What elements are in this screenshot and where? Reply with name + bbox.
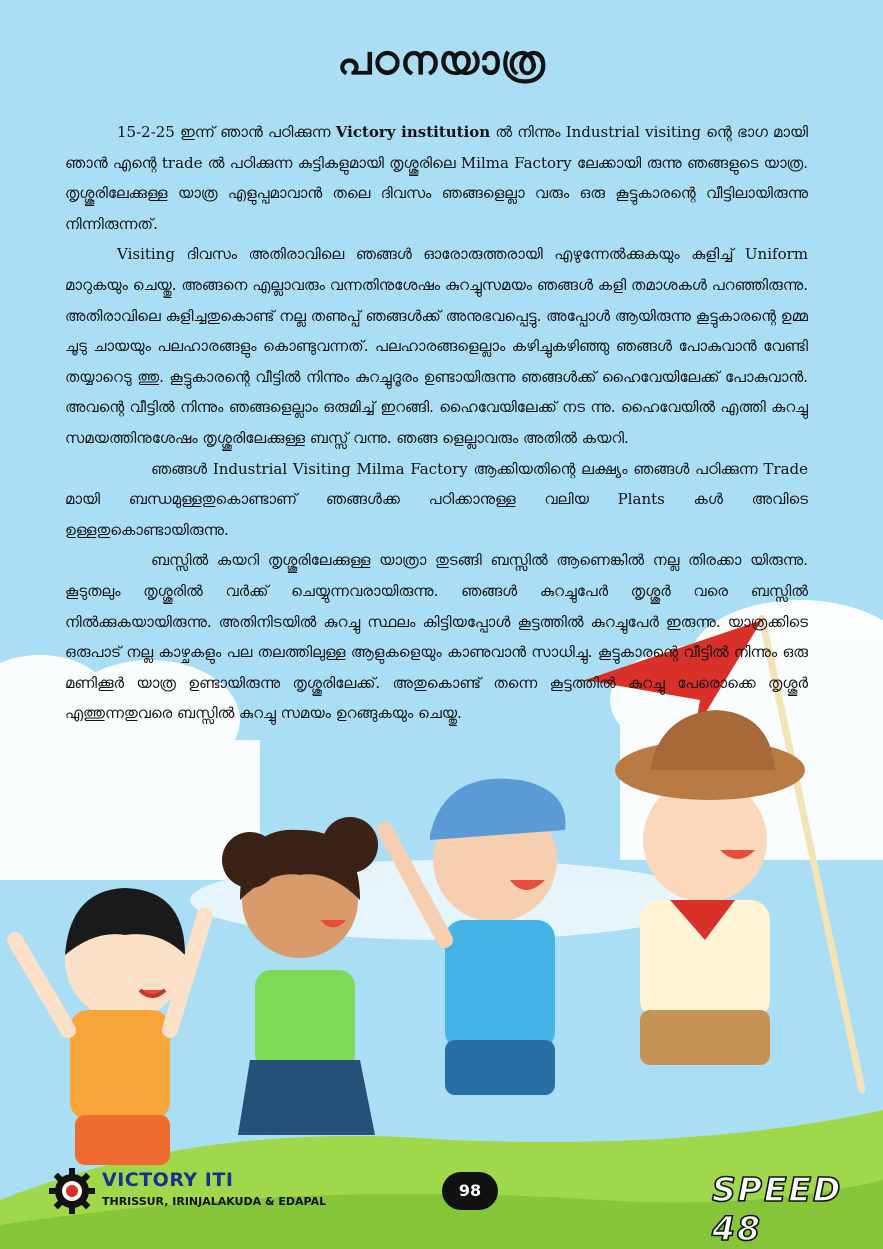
paragraph-1	[65, 117, 808, 239]
institution-name: Victory institution	[335, 123, 491, 141]
article-body	[65, 117, 808, 729]
magazine-name: SPEED 48	[712, 1170, 843, 1248]
page-number: 98	[442, 1172, 498, 1210]
kid-2	[222, 817, 378, 1135]
page-title: പഠനയാത്ര	[337, 38, 546, 84]
kid-1	[15, 888, 205, 1165]
paragraph-4: ബസ്സിൽ കയറി തൃശ്ശൂരിലേക്കുള്ള യാത്രാ തുടങ്ങി ബസ്സിൽ ആണെങ്കിൽ നല്ല തിരക്കാ യിരുന്നു. കൂടുതലും തൃശ്ശൂരിൽ വർക്ക് ചെയ്യുന്നവരായിരുന്നു. ഞങ്ങൾ കുറച്ചുപേർ തൃശ്ശൂർ വരെ ബസ്സിൽ നിൽക്കുകയായിരുന്നു. അതിനിടയിൽ കുറച്ചു സ്ഥലം കിട്ടിയപ്പോൾ കൂട്ടത്തിൽ കുറച്ചുപേർ ഇരുന്നു. യാത്രക്കിടെ ഒരുപാട് നല്ല കാഴ്ചകളും പല തലത്തിലുള്ള ആളുകളെയും കാണുവാൻ സാധിച്ചു. കൂട്ടുകാരന്റെ വീട്ടിൽ നിന്നും ഒരു മണിക്കൂർ യാത്ര ഉണ്ടായിരുന്നു തൃശ്ശൂരിലേക്ക്. അതുകൊണ്ട് തന്നെ കൂട്ടത്തിൽ കുറച്ചു പേരൊക്കെ തൃശ്ശൂർ എത്തുന്നതുവരെ ബസ്സിൽ കുറച്ചു സമയം ഉറങ്ങുകയും ചെയ്തു.	[65, 551, 808, 723]
paragraph-1-rest: ൽ നിന്നും Industrial visiting ന്റെ ഭാഗ മായി ഞാൻ എന്റെ trade ൽ പഠിക്കുന്ന കുട്ടികളുമായി തൃശ്ശൂരിലെ Milma Factory ലേക്കായി രുന്നു ഞങ്ങളുടെ യാത്ര. തൃശ്ശൂരിലേക്കുള്ള യാത്ര എളുപ്പമാവാൻ തലെ ദിവസം ഞങ്ങളെല്ലാ വരും ഒരു കൂട്ടുകാരന്റെ വീട്ടിലായിരുന്നു നിന്നിരുന്നത്.	[65, 123, 809, 233]
logo-name: VICTORY ITI	[102, 1169, 234, 1191]
paragraph-2: Visiting ദിവസം അതിരാവിലെ ഞങ്ങൾ ഓരോരുത്തരായി എഴുന്നേൽക്കുകയും കുളിച്ച് Uniform മാറുകയും ചെയ്തു. അങ്ങനെ എല്ലാവരും വന്നതിനുശേഷം കുറച്ചുസമയം ഞങ്ങൾ കളി തമാശകൾ പറഞ്ഞിരുന്നു. അതിരാവിലെ കുളിച്ചതുകൊണ്ട് നല്ല തണുപ്പ് ഞങ്ങൾക്ക് അനുഭവപ്പെട്ടു. അപ്പോൾ ആയിരുന്നു കൂട്ടുകാരന്റെ ഉമ്മ ചൂടു ചായയും പലഹാരങ്ങളും കൊണ്ടുവന്നത്. പലഹാരങ്ങളെല്ലാം കഴിച്ചുകഴിഞ്ഞു ഞങ്ങൾ പോകുവാൻ വേണ്ടി തയ്യാറെടു ത്തു. കൂട്ടുകാരന്റെ വീട്ടിൽ നിന്നും കുറച്ചുദൂരം ഉണ്ടായിരുന്നു ഞങ്ങൾക്ക് ഹൈവേയിലേക്ക് പോകുവാൻ. അവന്റെ വീട്ടിൽ നിന്നും ഞങ്ങളെല്ലാം ഒരുമിച്ച് ഇറങ്ങി. ഹൈവേയിലേക്ക് നട ന്നു. ഹൈവേയിൽ എത്തി കുറച്ചു സമയത്തിനുശേഷം തൃശ്ശൂരിലേക്കുള്ള ബസ്സ് വന്നു. ഞങ്ങ ളെല്ലാവരും അതിൽ കയറി.	[65, 245, 808, 447]
paragraph-1-intro: 15-2-25 ഇന്ന് ഞാൻ പഠിക്കുന്ന	[117, 123, 336, 141]
logo-locations: THRISSUR, IRINJALAKUDA & EDAPAL	[102, 1195, 327, 1208]
gear-icon	[48, 1167, 96, 1215]
school-logo	[48, 1163, 388, 1223]
paragraph-3: ഞങ്ങൾ Industrial Visiting Milma Factory ആക്കിയതിന്റെ ലക്ഷ്യം ഞങ്ങൾ പഠിക്കുന്ന Trade മായി ബന്ധമുള്ളതുകൊണ്ടാണ് ഞങ്ങൾക്ക പഠിക്കാനുള്ള വലിയ Plants കൾ അവിടെ ഉള്ളതുകൊണ്ടായിരുന്നു.	[65, 459, 808, 539]
